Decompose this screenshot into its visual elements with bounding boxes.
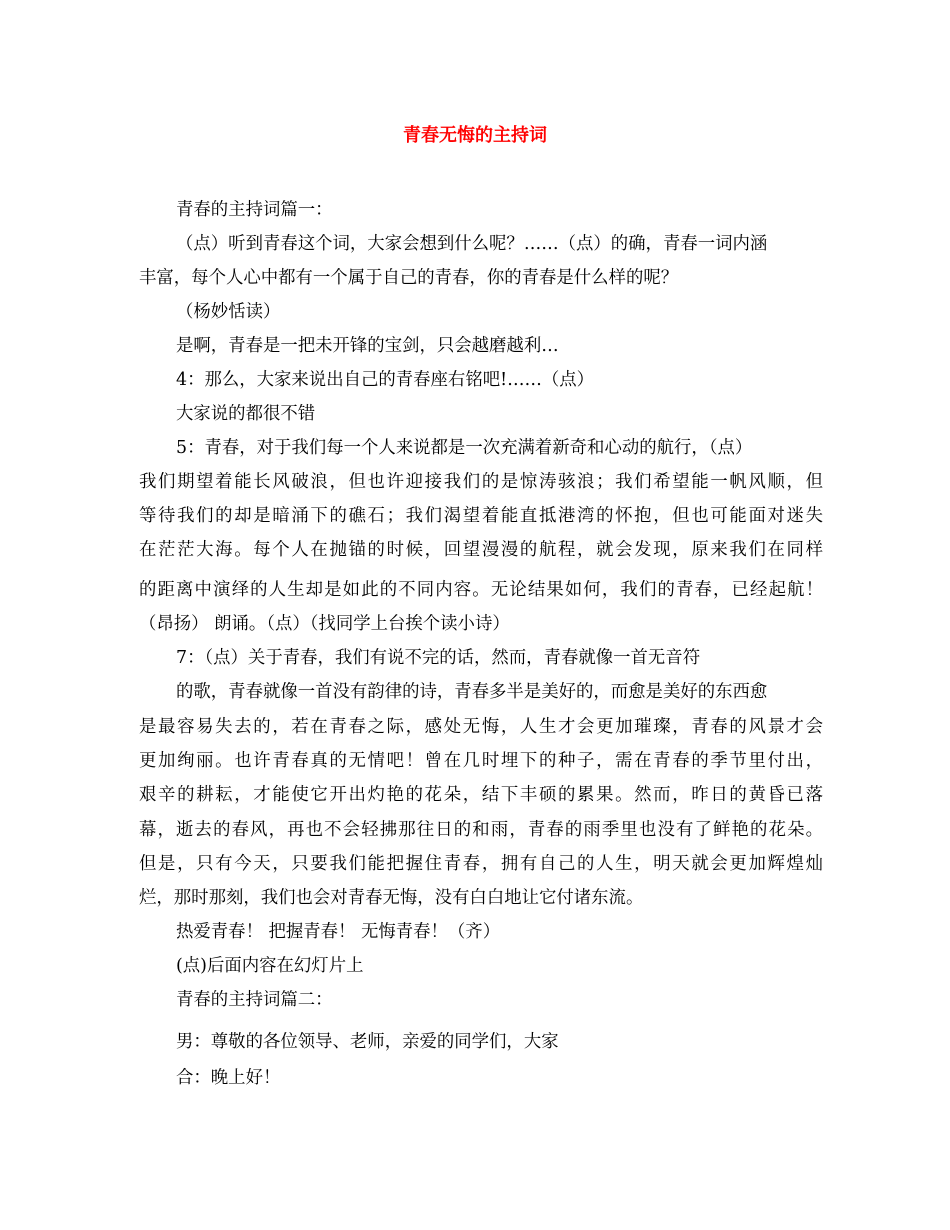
text-line: 青春的主持词篇二： [176, 990, 333, 1010]
text-line: 在茫茫大海。每个人在抛锚的时候，回望漫漫的航程，就会发现，原来我们在同样 [139, 540, 823, 560]
text-line: 的距离中演绎的人生却是如此的不同内容。无论结果如何，我们的青春，已经起航！ [139, 580, 823, 600]
text-line: 是最容易失去的，若在青春之际，感处无悔，人生才会更加璀璨，青春的风景才会 [139, 717, 823, 737]
text-line: 烂，那时那刻，我们也会对青春无悔，没有白白地让它付诸东流。 [139, 888, 644, 908]
text-line: （杨妙恬读） [176, 302, 281, 322]
text-line: 等待我们的却是暗涌下的礁石；我们渴望着能直抵港湾的怀抱，但也可能面对迷失 [139, 506, 823, 526]
text-line: （点）听到青春这个词，大家会想到什么呢？……（点）的确，青春一词内涵 [176, 234, 768, 254]
text-line: 幕，逝去的春风，再也不会轻拂那往日的和雨，青春的雨季里也没有了鲜艳的花朵。 [139, 820, 823, 840]
text-line: 更加绚丽。也许青春真的无情吧！曾在几时埋下的种子，需在青春的季节里付出， [139, 751, 823, 771]
text-line: 我们期望着能长风破浪，但也许迎接我们的是惊涛骇浪；我们希望能一帆风顺，但 [139, 472, 823, 492]
text-line: （昂扬） 朗诵。（点）（找同学上台挨个读小诗） [139, 614, 510, 634]
text-line: 的歌，青春就像一首没有韵律的诗，青春多半是美好的，而愈是美好的东西愈 [176, 682, 768, 702]
text-line: 但是，只有今天，只要我们能把握住青春，拥有自己的人生，明天就会更加辉煌灿 [139, 854, 823, 874]
text-line: 男：尊敬的各位领导、老师，亲爱的同学们，大家 [176, 1032, 559, 1052]
document-title: 青春无悔的主持词 [403, 125, 547, 146]
text-line: 热爱青春！ 把握青春！ 无悔青春！（齐） [176, 922, 501, 942]
text-line: 青春的主持词篇一： [176, 200, 333, 220]
text-line: 艰辛的耕耘，才能使它开出灼艳的花朵，结下丰硕的累果。然而，昨日的黄昏已落 [139, 785, 823, 805]
text-line: 是啊，青春是一把未开锋的宝剑，只会越磨越利… [176, 336, 559, 356]
text-line: 4：那么，大家来说出自己的青春座右铭吧!……（点） [176, 370, 595, 390]
text-line: 合：晚上好！ [176, 1068, 281, 1088]
text-line: 5：青春，对于我们每一个人来说都是一次充满着新奇和心动的航行，（点） [176, 438, 753, 458]
text-line: 7：（点）关于青春，我们有说不完的话，然而，青春就像一首无音符 [176, 648, 701, 668]
text-line: 丰富，每个人心中都有一个属于自己的青春，你的青春是什么样的呢？ [139, 268, 679, 288]
text-line: 大家说的都很不错 [176, 404, 316, 424]
text-line: (点)后面内容在幻灯片上 [176, 956, 364, 976]
